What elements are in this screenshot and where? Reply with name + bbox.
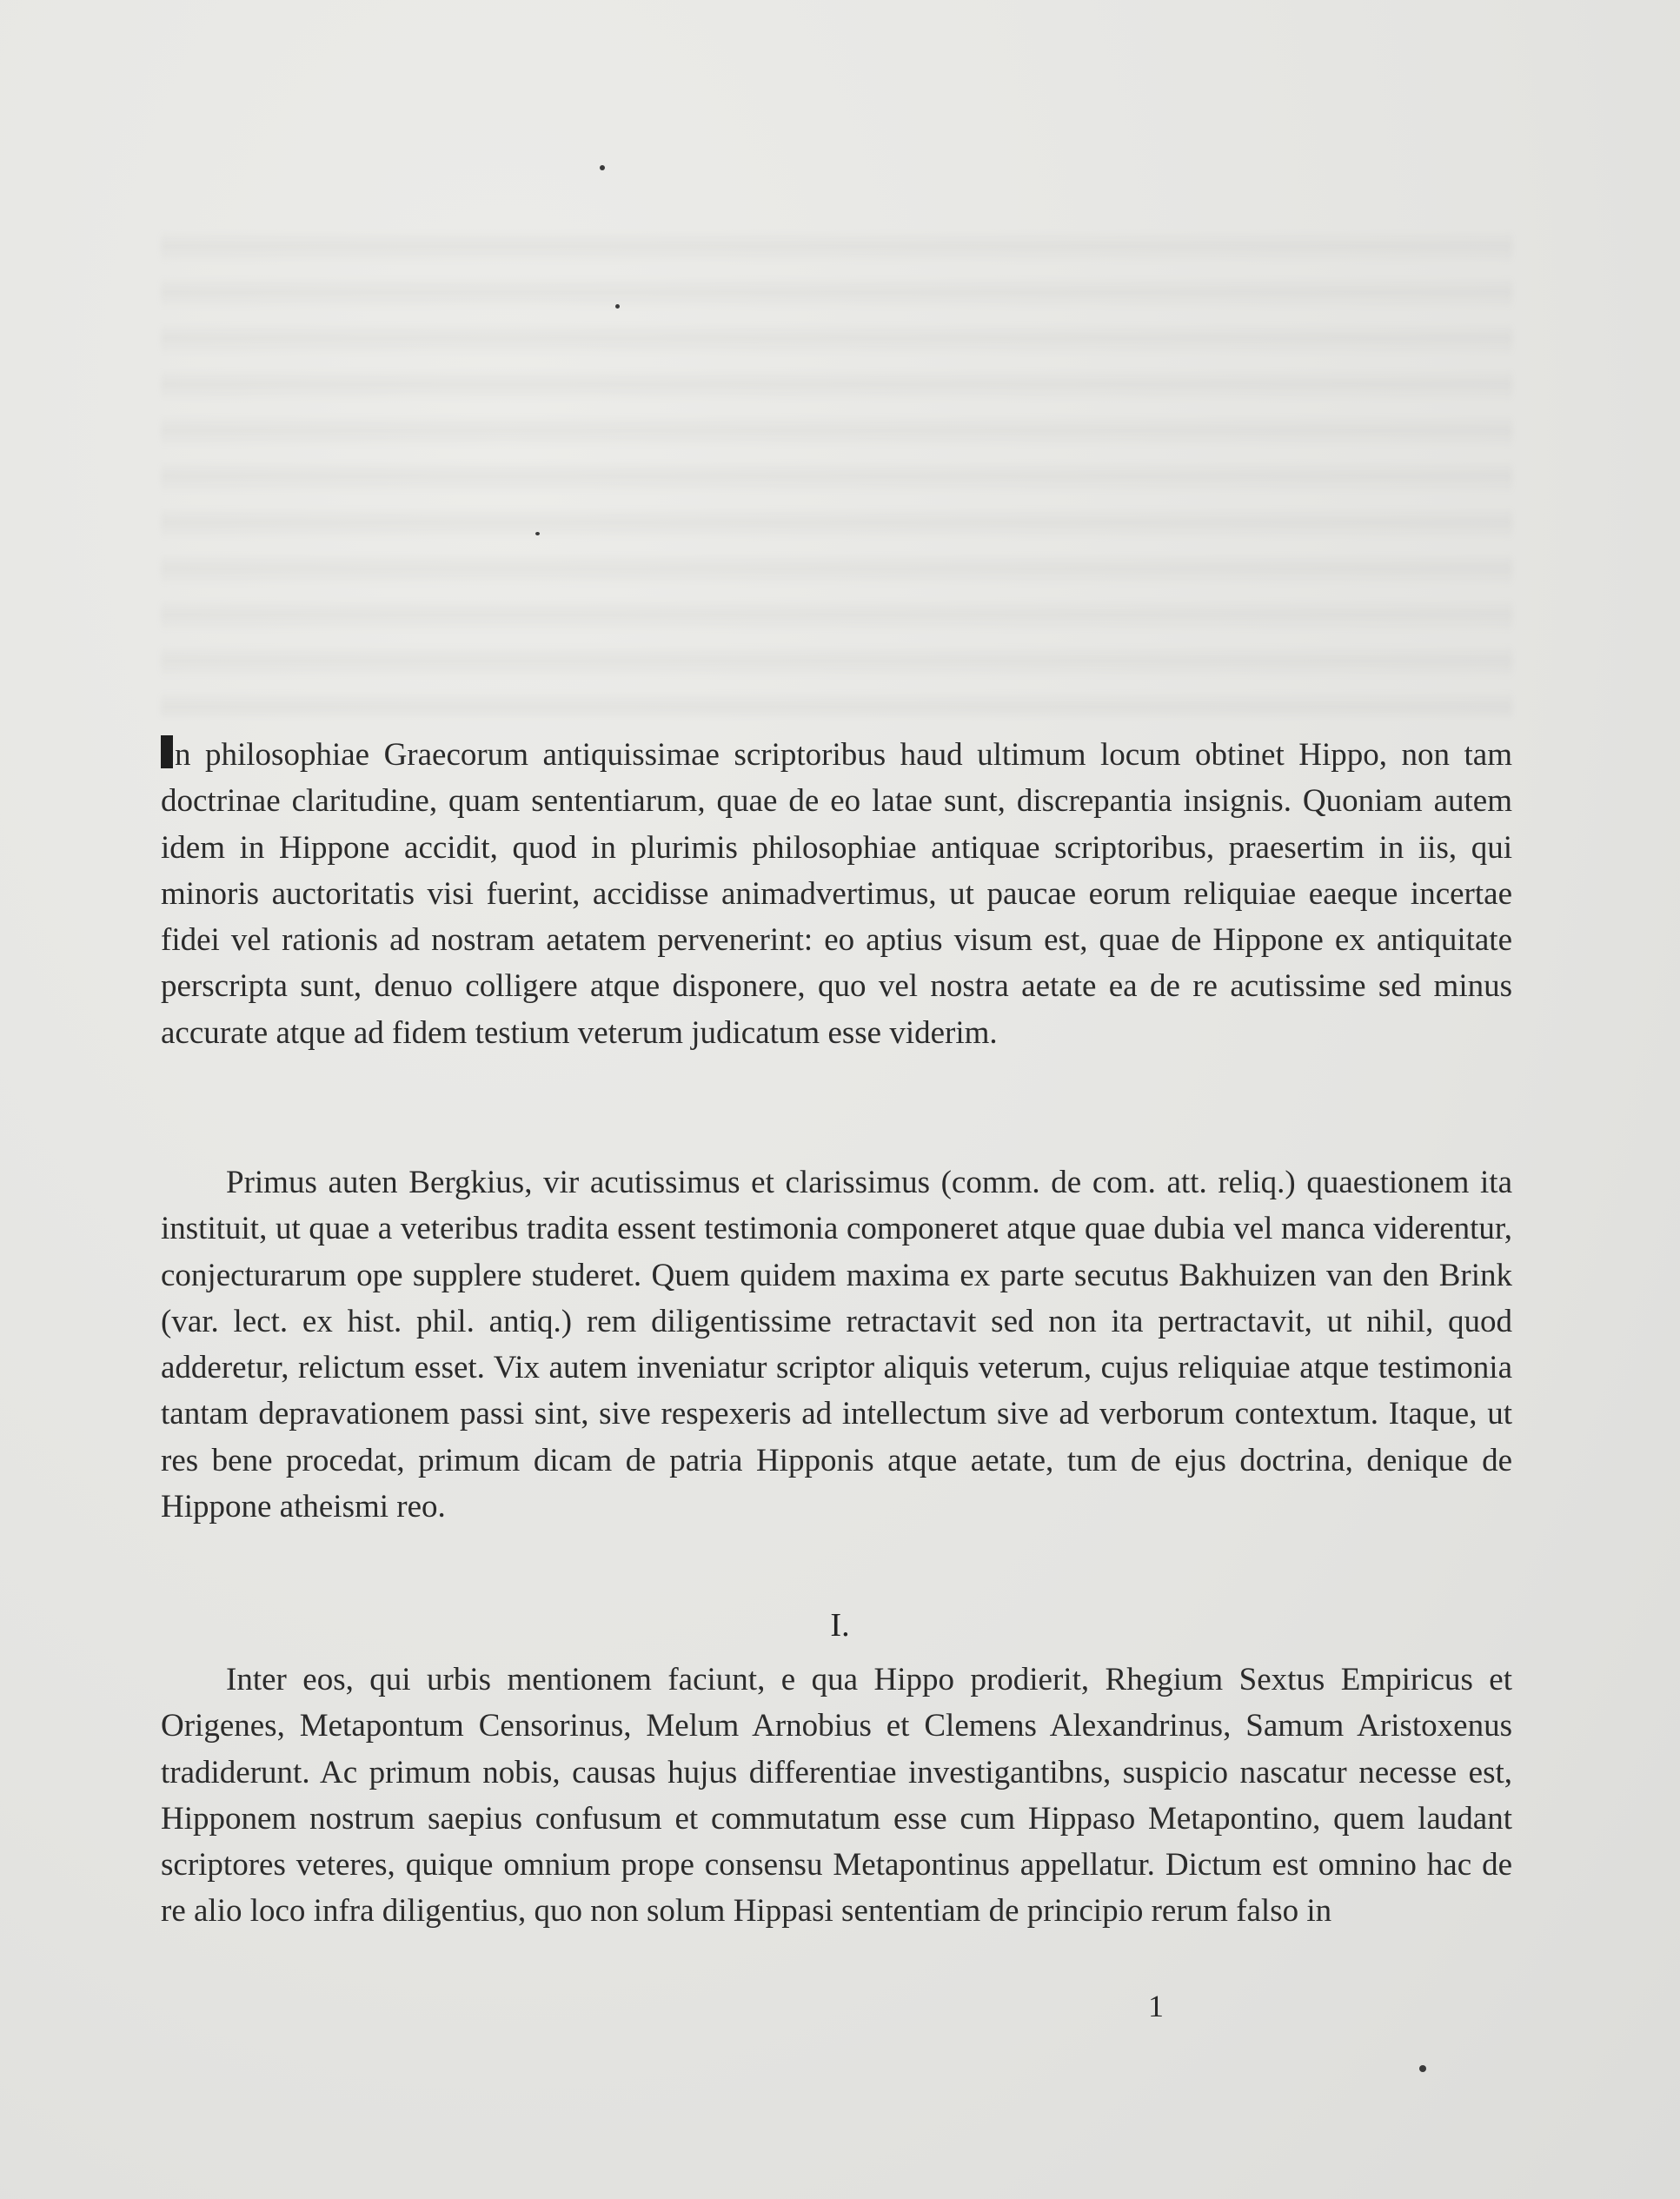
section-heading: I. — [830, 1607, 850, 1644]
paragraph-bergkius: Primus auten Bergkius, vir acutissimus et clarissimus (comm. de com. att. reliq.) quaestionem ita instituit, ut quae a veteribus tradita essent testimonia componeret atque quae dubia vel manca viderentur, conjecturarum ope supplere studeret. Quem quidem maxima ex parte secutus Bakhuizen van den Brink (var. lect. ex hist. phil. antiq.) rem diligentissime retractavit sed non ita pertractavit, ut nihil, quod adderetur, relictum esset. Vix autem inveniatur scriptor aliquis veterum, cujus reliquiae atque testimonia tantam depravationem passi sint, sive respexeris ad intellectum sive ad verborum contextum. Itaque, ut res bene procedat, primum dicam de patria Hipponis atque aetate, tum de ejus doctrina, denique de Hippone atheismi reo. — [161, 1165, 1512, 1525]
third-paragraph-block — [161, 1657, 1512, 1935]
paragraph-intro — [161, 732, 1512, 1056]
second-paragraph-block — [161, 1159, 1512, 1530]
show-through-text — [161, 230, 1512, 717]
ink-speck — [615, 304, 620, 309]
paragraph-inter-eos: Inter eos, qui urbis mentionem faciunt, e qua Hippo prodierit, Rhegium Sextus Empiricus et Origenes, Metapontum Censorinus, Melum Arnobius et Clemens Alexandrinus, Samum Aristoxenus tradiderunt. Ac primum nobis, causas hujus differentiae investigantibns, suspicio nascatur necesse est, Hipponem nostrum saepius confusum et commutatum esse cum Hippaso Metapontino, quem laudant scriptores veteres, quique omnium prope consensu Metapontinus appellatur. Dictum est omnino hac de re alio loco infra diligentius, quo non solum Hippasi sententiam de principio rerum falso in — [161, 1662, 1512, 1930]
ink-speck — [535, 532, 540, 535]
ink-speck — [600, 165, 605, 170]
drop-initial: I — [161, 735, 173, 768]
intro-paragraph-block — [161, 732, 1512, 1056]
paragraph-intro-text: n philosophiae Graecorum antiquissimae scriptoribus haud ultimum locum obtinet Hippo, non tam doctrinae claritudine, quam sententiarum, quae de eo latae sunt, discrepantia insignis. Quoniam autem idem in Hippone accidit, quod in plurimis philosophiae antiquae scriptoribus, praesertim in iis, qui minoris auctoritatis visi fuerint, accidisse animadvertimus, ut paucae eorum reliquiae eaeque incertae fidei vel rationis ad nostram aetatem pervenerint: eo aptius visum est, quae de Hippone ex antiquitate perscripta sunt, denuo colligere atque disponere, quo vel nostra aetate ea de re acutissime sed minus accurate atque ad fidem testium veterum judicatum esse viderim. — [161, 737, 1512, 1051]
ink-speck — [1419, 2065, 1426, 2072]
page-number: 1 — [1148, 1989, 1164, 2023]
